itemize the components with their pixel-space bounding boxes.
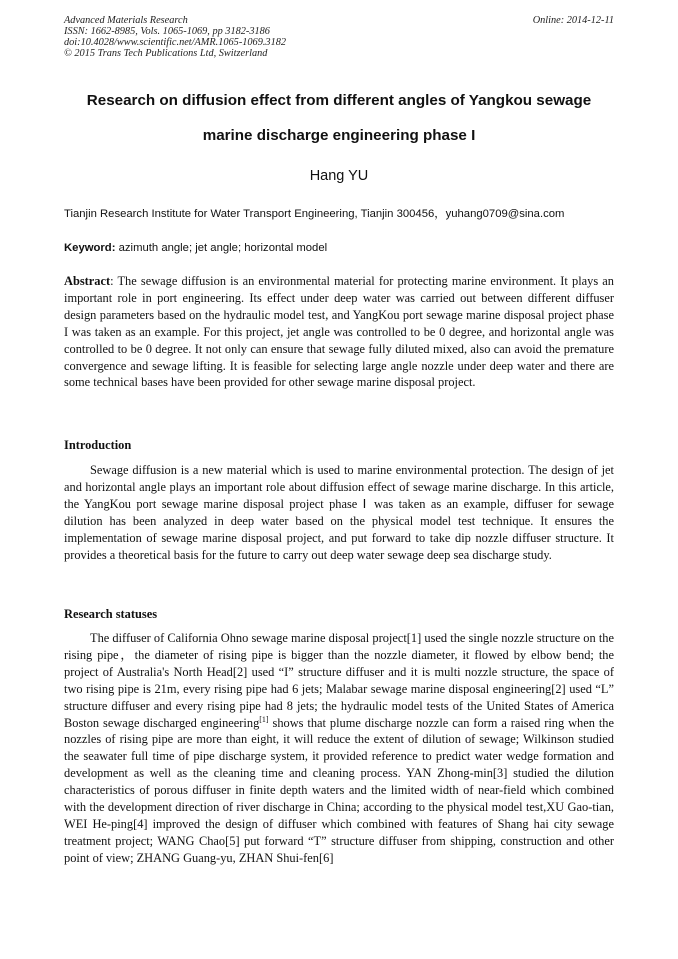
paper-title-line-1: Research on diffusion effect from different angles of Yangkou sewage [86, 92, 592, 109]
abstract-text: : The sewage diffusion is an environmental material for protecting marine environment. It plays an important role in port engineering. Its effect under deep water was carried out between different diffuser design parameters based on the hydraulic model test, and YangKou port sewage marine disposal project phase I was taken as an example. For this project, jet angle was controlled to be 0 degree, and horizontal angle was controlled to be 0 degree. It not only can ensure that sewage fully diluted mixed, also can avoid the premature convergence and sewage lifting. It is feasible for selecting large angle nozzle under deep water and there are some technical bases have been provided for other sewage marine disposal project. [64, 274, 614, 390]
doi-line: doi:10.4028/www.scientific.net/AMR.1065-1069.3182 [64, 37, 287, 48]
research-statuses-paragraph [64, 630, 614, 867]
section-heading-research-statuses: Research statuses [64, 607, 158, 621]
abstract-label: Abstract [64, 274, 111, 288]
introduction-paragraph: Sewage diffusion is a new material which is used to marine environmental protection. The design of jet and horizontal angle plays an important role about diffusion effect of sewage marine discharge. In this article, the YangKou port sewage marine disposal project phase Ⅰ was taken as an example, diffuser for sewage dilution has been analyzed in deep water based on the physical model test technique. It ensures the implementation of sewage marine disposal project, and put forward to take dip nozzle diffuser structure. It provides a theoretical basis for the future to carry out deep water sewage deep sea discharge study. [64, 463, 614, 562]
keywords [64, 242, 327, 254]
author-name: Hang YU [309, 168, 369, 184]
citation-superscript: [1] [259, 714, 269, 724]
section-heading-introduction: Introduction [64, 438, 132, 452]
journal-name: Advanced Materials Research [64, 15, 188, 26]
online-date: Online: 2014-12-11 [532, 15, 614, 26]
rs-text-part-2: shows that plume discharge nozzle can form a raised ring when the nozzles of rising pipe are more than eight, it will reduce the extent of dilution of sewage; Wilkinson studied the seawater full time of pipe discharge system, it provided reference to predict water wedge formation and development as well as the cleaning time and cleaning process. YAN Zhong-min[3] studied the dilution characteristics of porous diffuser in finite depth waters and the limited width of near-field which combined with the development direction of river discharge in China; according to the physical model test,XU Gao-tian, WEI He-ping[4] improved the design of diffuser which combined with features of Shang hai city sewage treatment project; WANG Chao[5] put forward “T” structure diffuser from shipping, construction and other point of view; ZHANG Guang-yu, ZHAN Shui-fen[6] [64, 715, 614, 865]
author-affiliation: Tianjin Research Institute for Water Transport Engineering, Tianjin 300456，yuhang0709@sina.com [64, 208, 565, 220]
paper-title-line-2: marine discharge engineering phase I [202, 127, 476, 144]
issn-line: ISSN: 1662-8985, Vols. 1065-1069, pp 3182-3186 [64, 26, 270, 37]
keywords-text: azimuth angle; jet angle; horizontal model [115, 242, 328, 254]
keywords-label: Keyword: [64, 242, 116, 254]
rs-text-part-1: The diffuser of California Ohno sewage marine disposal project[1] used the single nozzle structure on the rising pipe，the diameter of rising pipe is bigger than the nozzle diameter, it flowed by elbow bend; the project of Australia's North Head[2] used “I” structure diffuser and it is multi nozzle structure, the space of two rising pipe is 21m, every rising pipe had 6 jets; Malabar sewage marine disposal engineering[2] used “L” structure diffuser and every rising pipe had 8 jets; the hydraulic model tests of the United States of America Boston sewage discharged engineering [64, 631, 614, 730]
abstract [64, 273, 614, 391]
copyright-line: © 2015 Trans Tech Publications Ltd, Switzerland [64, 48, 268, 59]
journal-header [64, 15, 286, 59]
